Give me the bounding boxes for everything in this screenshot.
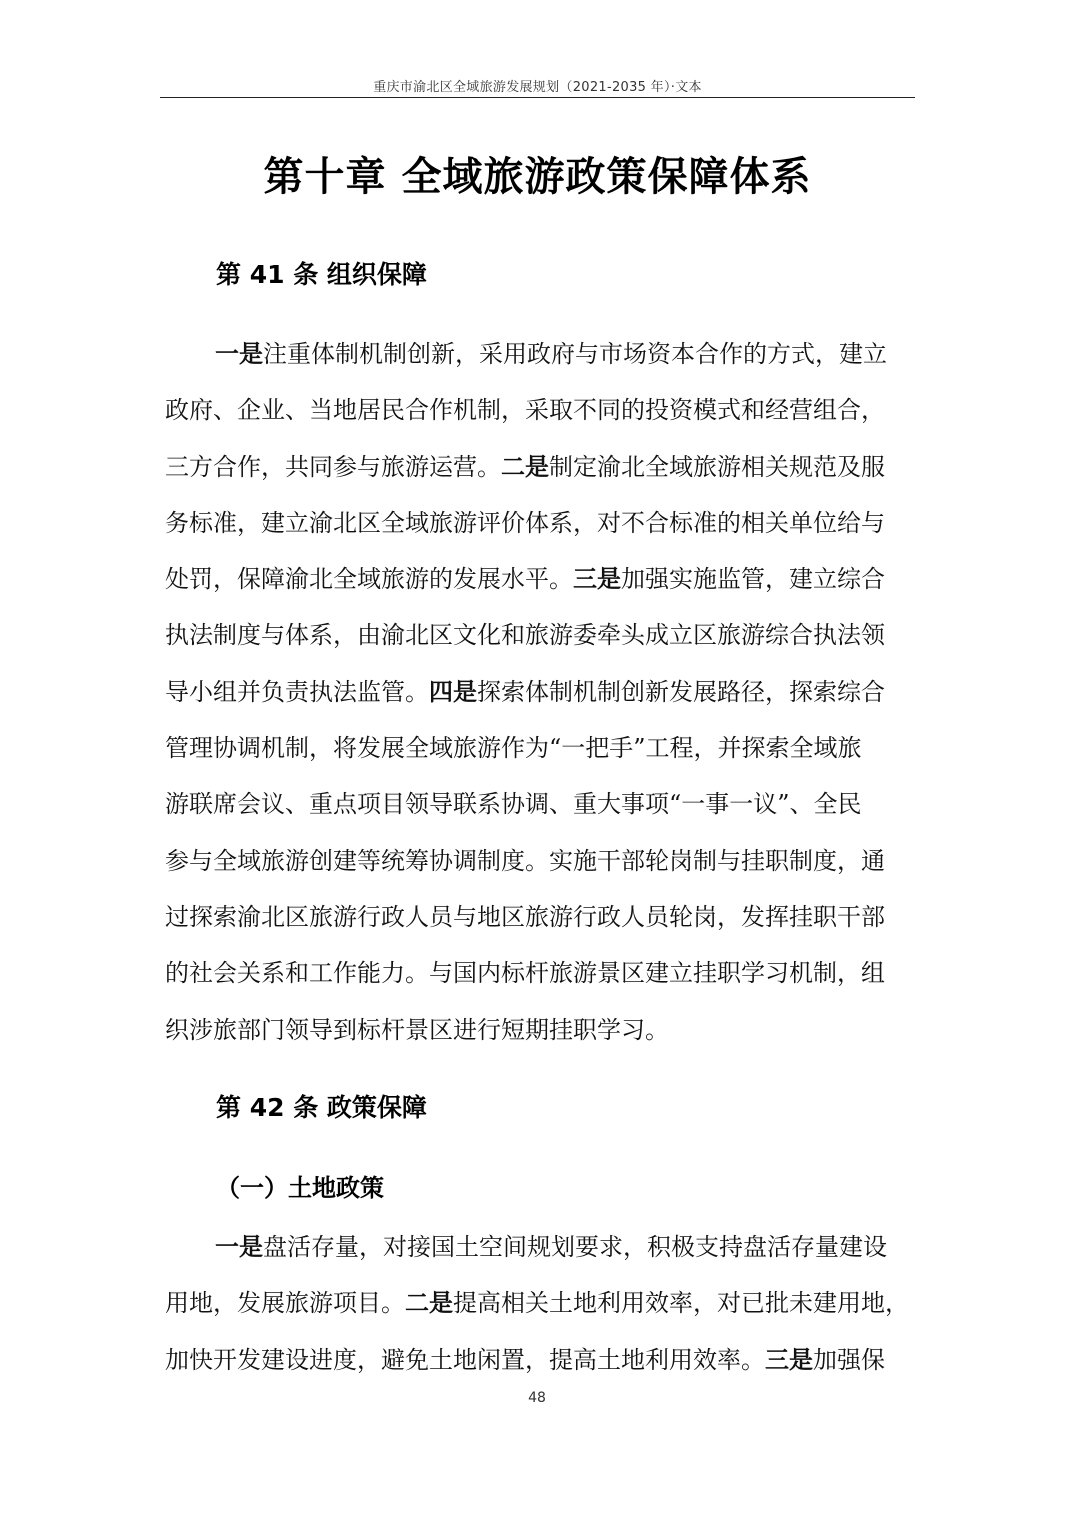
page-number: 48 (528, 1390, 546, 1406)
header-rule (160, 97, 915, 98)
article-42-body (165, 1219, 915, 1388)
paragraph-line: 一是盘活存量，对接国土空间规划要求，积极支持盘活存量建设 (215, 1233, 887, 1261)
paragraph-line: 处罚，保障渝北全域旅游的发展水平。三是加强实施监管，建立综合 (165, 565, 885, 594)
paragraph-line: 三方合作，共同参与旅游运营。二是制定渝北全域旅游相关规范及服 (165, 452, 885, 481)
running-header: 重庆市渝北区全域旅游发展规划（2021-2035 年）·文本 (373, 80, 702, 95)
paragraph-line: 的社会关系和工作能力。与国内标杆旅游景区建立挂职学习机制，组 (165, 959, 885, 988)
paragraph-line: 执法制度与体系，由渝北区文化和旅游委牵头成立区旅游综合执法领 (165, 621, 885, 650)
paragraph-line: 政府、企业、当地居民合作机制，采取不同的投资模式和经营组合， (165, 396, 885, 425)
chapter-title: 第十章 全域旅游政策保障体系 (263, 154, 812, 200)
paragraph-line: 用地，发展旅游项目。二是提高相关土地利用效率，对已批未建用地， (165, 1289, 909, 1318)
paragraph-line: 务标准，建立渝北区全域旅游评价体系，对不合标准的相关单位给与 (165, 508, 885, 537)
paragraph-line: 过探索渝北区旅游行政人员与地区旅游行政人员轮岗，发挥挂职干部 (165, 902, 885, 931)
paragraph-line: 织涉旅部门领导到标杆景区进行短期挂职学习。 (165, 1015, 669, 1044)
paragraph-line: 管理协调机制，将发展全域旅游作为“一把手”工程，并探索全域旅 (165, 734, 862, 763)
paragraph-line: 游联席会议、重点项目领导联系协调、重大事项“一事一议”、全民 (165, 790, 862, 819)
article-41-body (165, 326, 915, 1058)
land-policy-subheading: （一）土地政策 (216, 1173, 384, 1202)
paragraph-line: 参与全域旅游创建等统筹协调制度。实施干部轮岗制与挂职制度，通 (165, 846, 885, 875)
paragraph-line: 加快开发建设进度，避免土地闲置，提高土地利用效率。三是加强保 (165, 1345, 885, 1374)
paragraph-line: 导小组并负责执法监管。四是探索体制机制创新发展路径，探索综合 (165, 677, 885, 706)
paragraph-line: 一是注重体制机制创新，采用政府与市场资本合作的方式，建立 (215, 340, 887, 368)
article-41-heading: 第 41 条 组织保障 (216, 260, 427, 289)
article-42-heading: 第 42 条 政策保障 (216, 1093, 427, 1122)
